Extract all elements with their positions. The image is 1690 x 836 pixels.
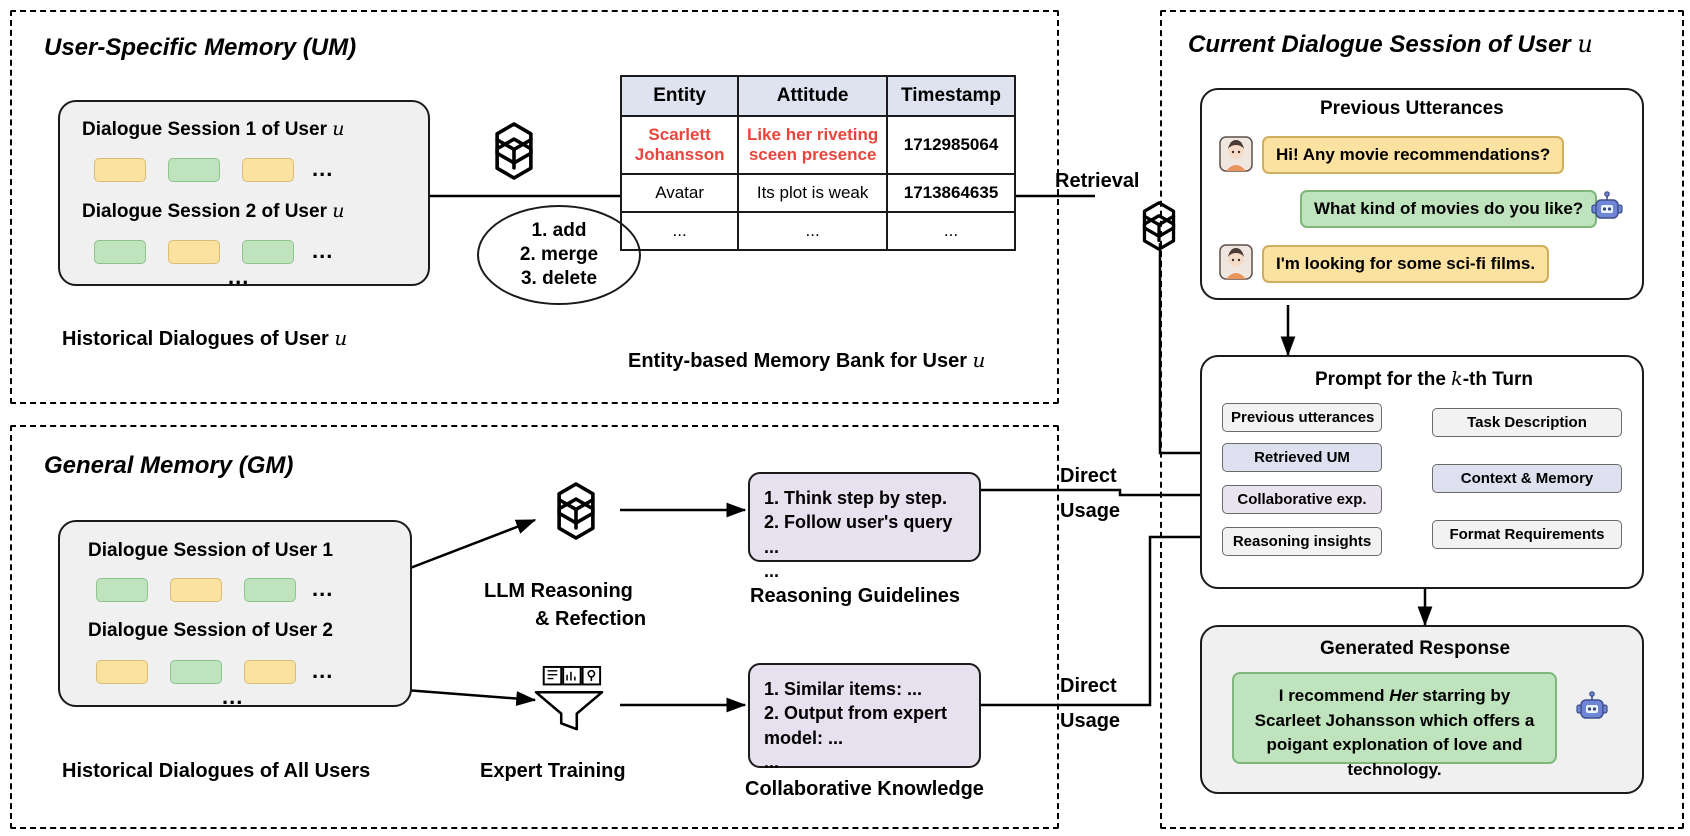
um-sessions-ellipsis: ... bbox=[228, 264, 250, 289]
gm-caption: Historical Dialogues of All Users bbox=[62, 760, 371, 782]
table-cell-timestamp-3: ... bbox=[887, 212, 1015, 250]
reasoning-line-3: ... bbox=[764, 560, 780, 581]
um-op-2: 2. merge bbox=[519, 244, 599, 266]
direct-usage-2-line2: Usage bbox=[1060, 710, 1121, 732]
table-cell-attitude-3: ... bbox=[738, 212, 887, 250]
panel-um-title: User-Specific Memory (UM) bbox=[44, 34, 357, 61]
table-row bbox=[621, 212, 1015, 250]
panel-gm-title: General Memory (GM) bbox=[44, 452, 294, 479]
previous-utterances-title: Previous Utterances bbox=[1320, 98, 1504, 119]
generated-response-title: Generated Response bbox=[1320, 638, 1511, 659]
user-avatar-svg-2 bbox=[1218, 243, 1254, 281]
gm-llm-label-line1: LLM Reasoning bbox=[484, 580, 633, 602]
prompt-title-var: k bbox=[1451, 368, 1463, 390]
gm-llm-label-line2: & Refection bbox=[535, 608, 647, 630]
gm-collaborative-knowledge-box bbox=[748, 663, 981, 772]
um-table-caption: Entity-based Memory Bank for User u bbox=[628, 348, 986, 372]
robot-avatar-svg-2 bbox=[1575, 690, 1609, 726]
table-cell-attitude-1: Like her riveting sceen presence bbox=[738, 116, 887, 174]
openai-logo-svg bbox=[478, 115, 550, 187]
um-s1-ellipsis: ... bbox=[312, 156, 334, 181]
um-session2-var: u bbox=[332, 200, 345, 222]
gm-s1-chip-2 bbox=[170, 578, 222, 602]
um-s2-ellipsis: ... bbox=[312, 238, 334, 263]
table-cell-entity-3: ... bbox=[621, 212, 738, 250]
robot-avatar-icon-1 bbox=[1590, 190, 1624, 231]
table-row bbox=[621, 116, 1015, 174]
utterance-bubble-2: What kind of movies do you like? bbox=[1300, 190, 1597, 228]
robot-avatar-icon-2 bbox=[1575, 690, 1609, 731]
gm-s1-chip-3 bbox=[244, 578, 296, 602]
openai-logo-icon-um bbox=[478, 115, 550, 192]
gm-collab-caption: Collaborative Knowledge bbox=[745, 778, 984, 800]
direct-usage-2-line1: Direct bbox=[1060, 675, 1117, 697]
reasoning-line-2: 2. Follow user's query ... bbox=[764, 512, 953, 557]
um-session1-var: u bbox=[332, 118, 345, 140]
table-header-attitude: Attitude bbox=[738, 76, 887, 116]
um-s2-chip-2 bbox=[168, 240, 220, 264]
panel-session-var: u bbox=[1577, 30, 1593, 58]
um-session2-label: Dialogue Session 2 of User u bbox=[82, 200, 345, 222]
gm-s2-chip-1 bbox=[96, 660, 148, 684]
direct-usage-1-line1: Direct bbox=[1060, 465, 1117, 487]
gm-s1-chip-1 bbox=[96, 578, 148, 602]
collab-line-1: 1. Similar items: ... bbox=[764, 679, 923, 699]
openai-logo-svg-gm bbox=[540, 475, 612, 547]
gm-session2-label: Dialogue Session of User 2 bbox=[88, 620, 333, 641]
gm-reasoning-guidelines-box bbox=[748, 472, 981, 581]
um-caption: Historical Dialogues of User u bbox=[62, 326, 348, 350]
table-cell-timestamp-1: 1712985064 bbox=[887, 116, 1015, 174]
table-cell-entity-1: Scarlett Johansson bbox=[621, 116, 738, 174]
generated-response-text bbox=[1232, 672, 1557, 779]
gm-s1-ellipsis: ... bbox=[312, 576, 334, 601]
response-italic: Her bbox=[1389, 686, 1418, 705]
gm-reasoning-caption: Reasoning Guidelines bbox=[750, 585, 961, 607]
table-header-entity: Entity bbox=[621, 76, 738, 116]
funnel-svg bbox=[530, 665, 608, 735]
prompt-title: Prompt for the k-th Turn bbox=[1315, 368, 1534, 390]
table-header-row bbox=[621, 76, 1015, 116]
prompt-tag-format-requirements: Format Requirements bbox=[1432, 520, 1622, 549]
gm-sessions-ellipsis: ... bbox=[222, 684, 244, 709]
utterance-bubble-1: Hi! Any movie recommendations? bbox=[1262, 136, 1564, 174]
um-op-1: 1. add bbox=[531, 220, 587, 242]
collab-line-3: ... bbox=[764, 751, 780, 772]
um-s2-chip-1 bbox=[94, 240, 146, 264]
table-cell-attitude-2: Its plot is weak bbox=[738, 174, 887, 212]
table-row bbox=[621, 174, 1015, 212]
um-table-caption-var: u bbox=[972, 348, 986, 372]
gm-session1-label: Dialogue Session of User 1 bbox=[88, 540, 333, 561]
um-s2-chip-3 bbox=[242, 240, 294, 264]
um-s1-chip-2 bbox=[168, 158, 220, 182]
prompt-tag-previous-utterances: Previous utterances bbox=[1222, 403, 1382, 432]
funnel-icon bbox=[530, 665, 608, 740]
prompt-tag-context-memory: Context & Memory bbox=[1432, 464, 1622, 493]
response-pre: I recommend bbox=[1278, 686, 1390, 705]
um-memory-bank-table bbox=[620, 75, 1016, 251]
retrieval-label: Retrieval bbox=[1055, 170, 1140, 192]
reasoning-line-1: 1. Think step by step. bbox=[764, 488, 948, 508]
prompt-tag-reasoning-insights: Reasoning insights bbox=[1222, 527, 1382, 556]
gm-expert-label: Expert Training bbox=[480, 760, 626, 782]
um-memory-operations-ellipse bbox=[477, 205, 641, 305]
response-post: starring by Scarleet Johansson which offers a poigant explonation of love and technology. bbox=[1254, 686, 1535, 779]
prompt-tag-collaborative-exp: Collaborative exp. bbox=[1222, 485, 1382, 514]
um-op-3: 3. delete bbox=[520, 267, 598, 289]
panel-session-title: Current Dialogue Session of User u bbox=[1188, 30, 1593, 58]
user-avatar-icon-2 bbox=[1218, 243, 1254, 286]
collab-line-2: 2. Output from expert model: ... bbox=[764, 703, 948, 748]
openai-logo-icon-gm bbox=[540, 475, 612, 552]
utterance-bubble-3: I'm looking for some sci-fi films. bbox=[1262, 245, 1549, 283]
gm-s2-ellipsis: ... bbox=[312, 658, 334, 683]
table-cell-timestamp-2: 1713864635 bbox=[887, 174, 1015, 212]
um-s1-chip-1 bbox=[94, 158, 146, 182]
robot-avatar-svg-1 bbox=[1590, 190, 1624, 226]
table-header-timestamp: Timestamp bbox=[887, 76, 1015, 116]
um-s1-chip-3 bbox=[242, 158, 294, 182]
um-session1-label: Dialogue Session 1 of User u bbox=[82, 118, 345, 140]
user-avatar-svg-1 bbox=[1218, 135, 1254, 173]
gm-s2-chip-2 bbox=[170, 660, 222, 684]
um-caption-var: u bbox=[334, 326, 348, 350]
direct-usage-1-line2: Usage bbox=[1060, 500, 1121, 522]
table-cell-entity-2: Avatar bbox=[621, 174, 738, 212]
gm-s2-chip-3 bbox=[244, 660, 296, 684]
prompt-tag-task-description: Task Description bbox=[1432, 408, 1622, 437]
user-avatar-icon-1 bbox=[1218, 135, 1254, 178]
prompt-tag-retrieved-um: Retrieved UM bbox=[1222, 443, 1382, 472]
